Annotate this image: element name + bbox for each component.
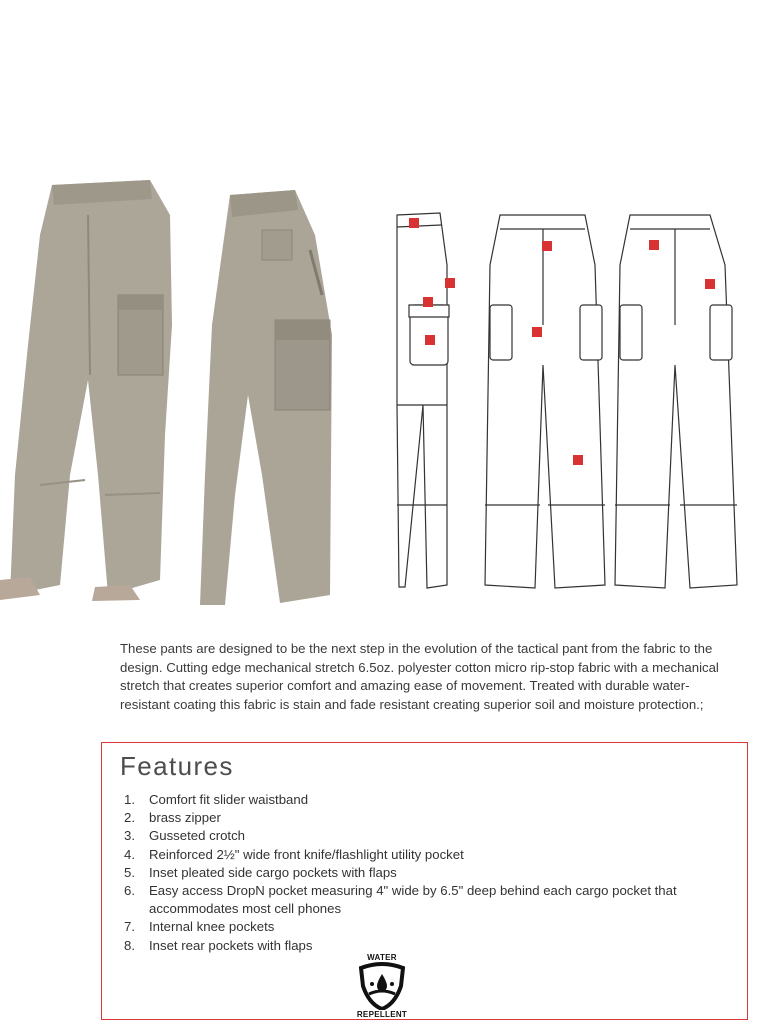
pants-photo-front — [0, 180, 172, 601]
water-repellent-badge — [348, 953, 416, 1019]
feature-number: 5. — [124, 864, 135, 880]
feature-item — [124, 827, 724, 845]
feature-item — [124, 791, 724, 809]
feature-text: Inset rear pockets with flaps — [149, 937, 313, 953]
feature-number: 8. — [124, 937, 135, 953]
feature-number: 7. — [124, 919, 135, 935]
marker-7 — [573, 455, 583, 465]
features-box — [101, 742, 748, 1020]
marker-3 — [532, 327, 542, 337]
marker-6 — [423, 297, 433, 307]
feature-item — [124, 882, 724, 918]
badge-top-text: WATER — [367, 953, 397, 962]
feature-item — [124, 918, 724, 936]
feature-number: 4. — [124, 846, 135, 862]
water-drop-shield-icon — [357, 962, 407, 1010]
feature-text: Internal knee pockets — [149, 919, 275, 935]
pants-photo-side — [200, 190, 332, 605]
feature-text: Easy access DropN pocket measuring 4" wide by 6.5" deep behind each cargo pocket that accommodates most cell phones — [149, 883, 677, 917]
product-description: These pants are designed to be the next step in the evolution of the tactical pant from the fabric to the design. Cutting edge mechanical stretch 6.5oz. polyester cotton micro rip-stop fabric with a mechanical stretch that creates superior comfort and amazing ease of movement. Treated with durable water-resistant coating this fabric is stain and fade resistant creating superior soil and moisture protection.; — [120, 641, 719, 712]
feature-item — [124, 864, 724, 882]
feature-item — [124, 937, 724, 955]
features-title: Features — [120, 751, 234, 781]
feature-text: Comfort fit slider waistband — [149, 792, 309, 807]
feature-text: Inset pleated side cargo pockets with flaps — [149, 864, 397, 880]
marker-4 — [445, 278, 455, 288]
feature-number: 6. — [124, 883, 135, 899]
marker-1 — [409, 218, 419, 228]
marker-5 — [425, 335, 435, 345]
marker-8 — [649, 240, 659, 250]
features-list — [124, 791, 724, 955]
feature-item — [124, 809, 724, 827]
feature-number: 3. — [124, 828, 135, 844]
marker-4b — [705, 279, 715, 289]
feature-text: Reinforced 2½" wide front knife/flashlight utility pocket — [149, 846, 464, 862]
feature-text: Gusseted crotch — [149, 828, 246, 844]
feature-text: brass zipper — [149, 810, 221, 826]
feature-number: 1. — [124, 792, 135, 807]
marker-2 — [542, 241, 552, 251]
technical-drawings — [385, 205, 745, 590]
feature-number: 2. — [124, 810, 135, 826]
badge-bottom-text: REPELLENT — [356, 1010, 408, 1019]
product-photos — [0, 175, 370, 605]
feature-item — [124, 846, 724, 864]
